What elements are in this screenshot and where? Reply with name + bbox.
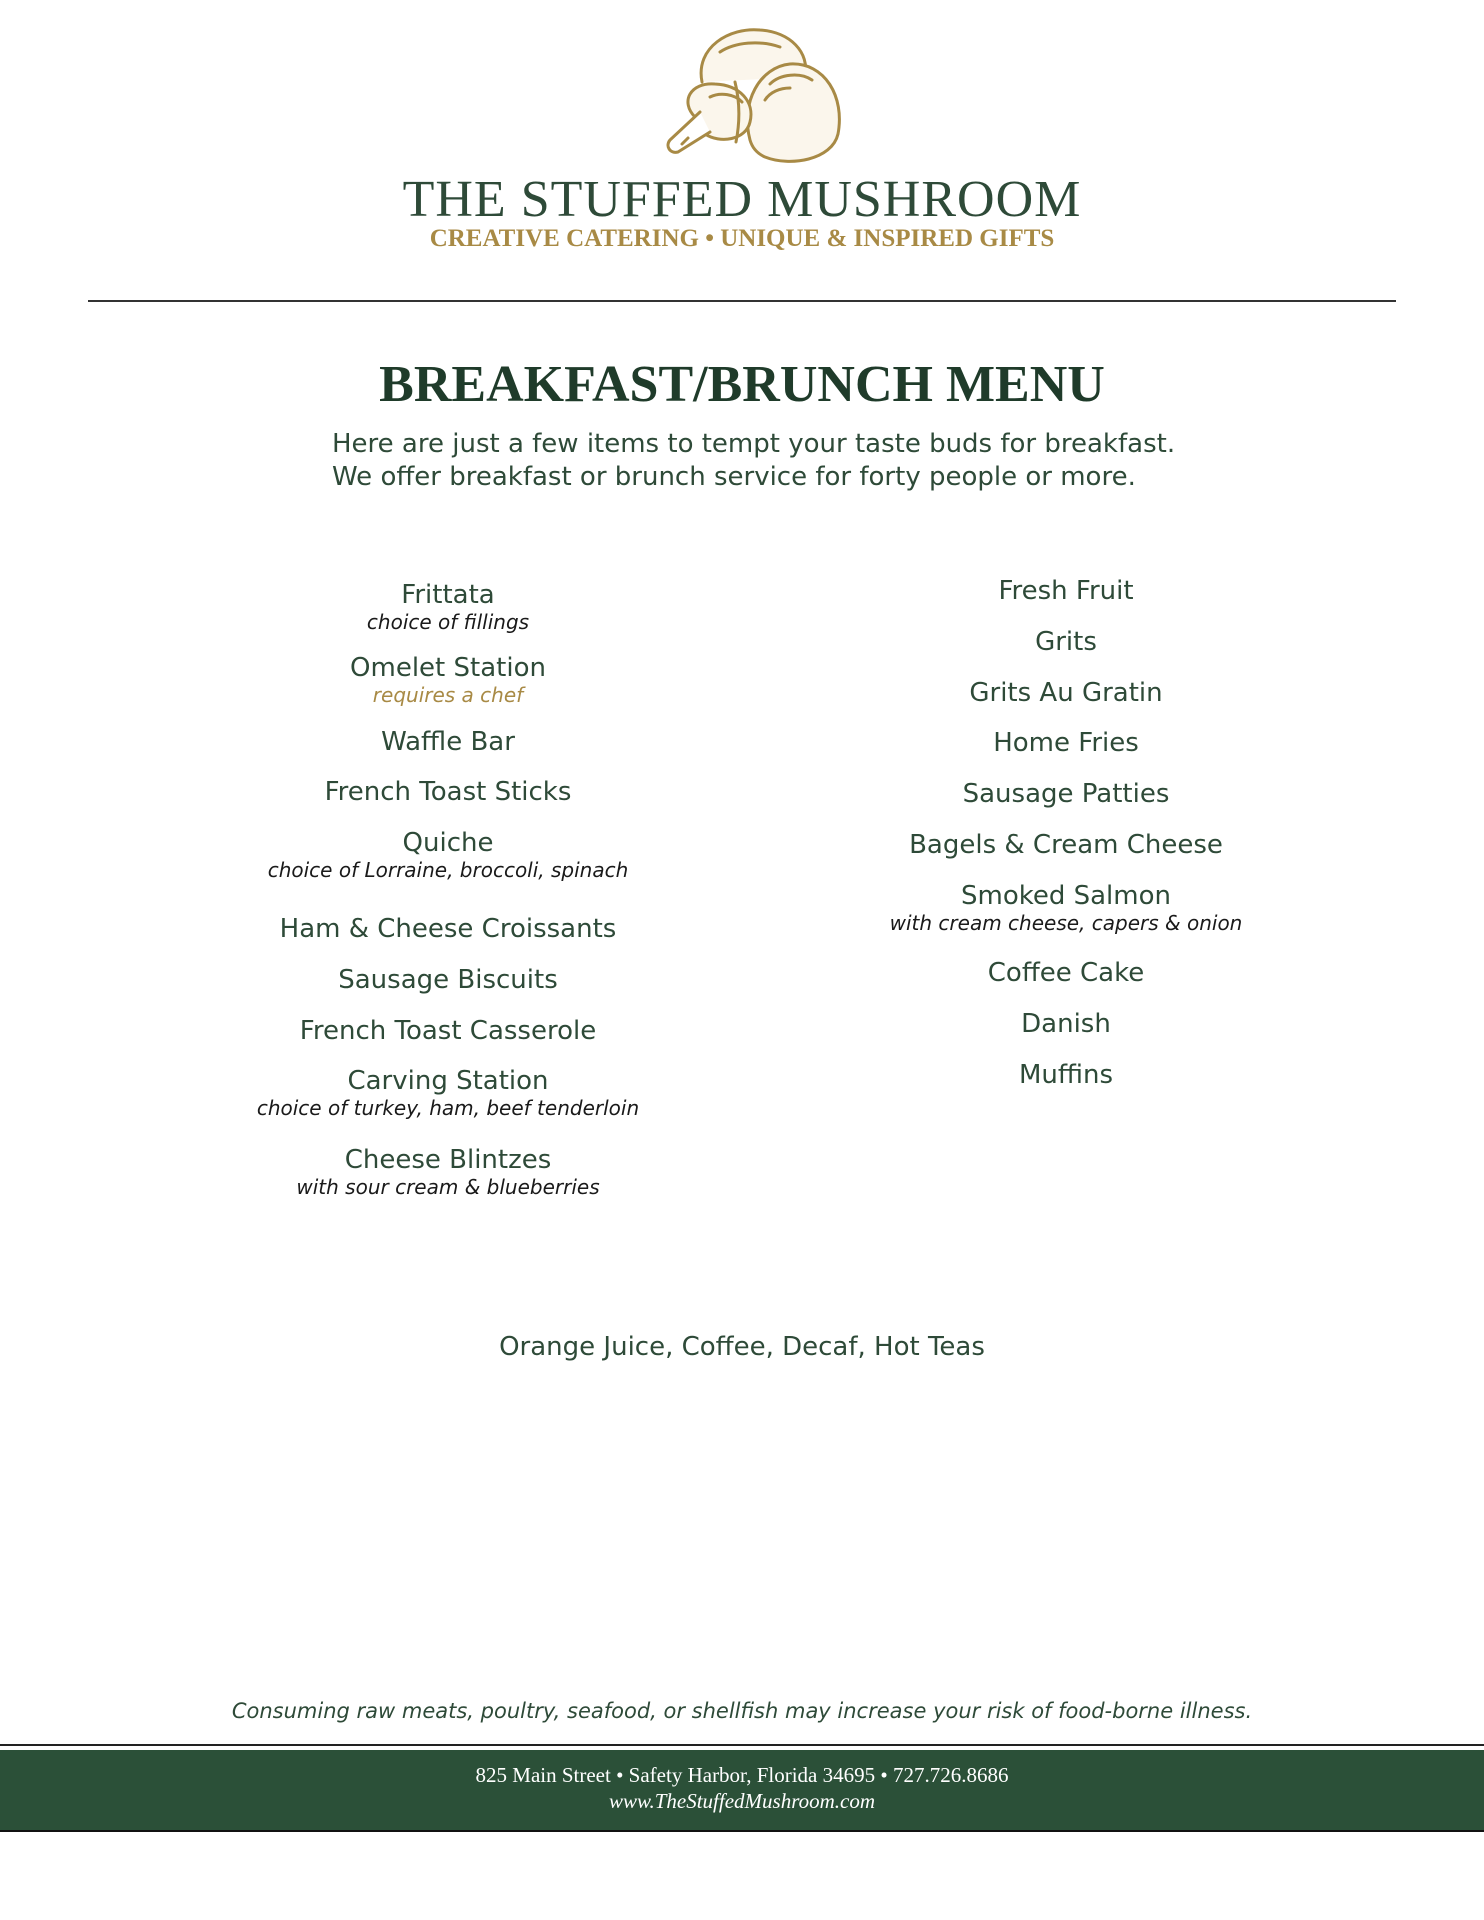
- brand-tagline: CREATIVE CATERING • UNIQUE & INSPIRED GIFTS: [429, 225, 1055, 252]
- food-safety-disclaimer: Consuming raw meats, poultry, seafood, or shellfish may increase your risk of food-borne illness.: [231, 1699, 1253, 1723]
- menu-item-name: French Toast Sticks: [324, 777, 572, 807]
- menu-item-name: Carving Station: [347, 1066, 549, 1096]
- menu-item: [168, 1016, 728, 1046]
- menu-item-name: Home Fries: [993, 728, 1139, 758]
- menu-item-name: Smoked Salmon: [960, 881, 1171, 911]
- menu-item-note: requires a chef: [372, 683, 524, 707]
- menu-item: [786, 728, 1346, 758]
- intro-line: Here are just a few items to tempt your taste buds for breakfast.: [332, 429, 1176, 459]
- intro-line: We offer breakfast or brunch service for forty people or more.: [332, 462, 1136, 492]
- menu-title: BREAKFAST/BRUNCH MENU: [379, 356, 1105, 413]
- footer-bar: [0, 1750, 1484, 1832]
- menu-item-name: Grits Au Gratin: [969, 678, 1163, 708]
- menu-item-name: Danish: [1021, 1009, 1111, 1039]
- menu-item-name: Frittata: [401, 580, 495, 610]
- menu-item-name: French Toast Casserole: [299, 1016, 597, 1046]
- menu-item: [786, 576, 1346, 606]
- menu-item-note: choice of turkey, ham, beef tenderloin: [256, 1096, 640, 1120]
- menu-item-name: Muffins: [1018, 1060, 1114, 1090]
- menu-item: [786, 678, 1346, 708]
- menu-item: [786, 1009, 1346, 1039]
- menu-item-name: Cheese Blintzes: [344, 1145, 552, 1175]
- menu-item: [786, 958, 1346, 988]
- menu-item: [168, 914, 728, 944]
- header-divider: [88, 300, 1396, 302]
- menu-item: [786, 1060, 1346, 1090]
- menu-item: [168, 1145, 728, 1199]
- menu-item: [786, 779, 1346, 809]
- menu-item-name: Fresh Fruit: [998, 576, 1134, 606]
- menu-item-name: Quiche: [402, 828, 494, 858]
- menu-item-name: Sausage Patties: [962, 779, 1170, 809]
- menu-intro: [332, 428, 1232, 494]
- brand-name: THE STUFFED MUSHROOM: [402, 171, 1082, 228]
- menu-item: [786, 881, 1346, 935]
- menu-item-name: Grits: [1035, 627, 1097, 657]
- menu-item-note: with sour cream & blueberries: [296, 1175, 600, 1199]
- menu-item: [168, 965, 728, 995]
- menu-item-name: Omelet Station: [350, 653, 546, 683]
- menu-item: [786, 627, 1346, 657]
- footer-divider: [0, 1744, 1484, 1746]
- beverages-line: Orange Juice, Coffee, Decaf, Hot Teas: [499, 1332, 985, 1362]
- menu-item: [168, 1066, 728, 1120]
- menu-item: [168, 580, 728, 634]
- mushroom-icon: [640, 22, 870, 172]
- menu-item-name: Coffee Cake: [987, 958, 1145, 988]
- footer-address: 825 Main Street • Safety Harbor, Florida 34695 • 727.726.8686: [475, 1763, 1009, 1787]
- menu-item: [168, 828, 728, 882]
- menu-item-note: choice of fillings: [366, 610, 530, 634]
- menu-item-name: Sausage Biscuits: [338, 965, 558, 995]
- menu-item-name: Bagels & Cream Cheese: [909, 830, 1223, 860]
- menu-item-note: with cream cheese, capers & onion: [889, 911, 1243, 935]
- menu-item: [168, 777, 728, 807]
- menu-item: [168, 727, 728, 757]
- menu-item: [786, 830, 1346, 860]
- menu-item: [168, 653, 728, 707]
- menu-item-name: Ham & Cheese Croissants: [279, 914, 617, 944]
- menu-item-name: Waffle Bar: [381, 727, 515, 757]
- menu-item-note: choice of Lorraine, broccoli, spinach: [267, 858, 629, 882]
- footer-website-link[interactable]: www.TheStuffedMushroom.com: [609, 1789, 875, 1813]
